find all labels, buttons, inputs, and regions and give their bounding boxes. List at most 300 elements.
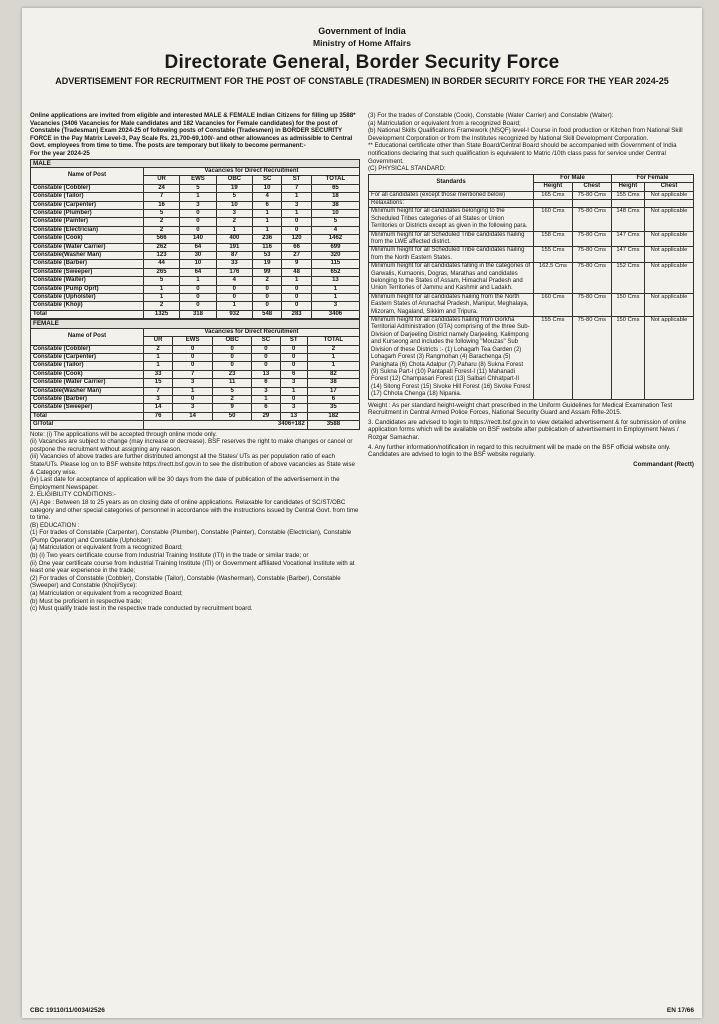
- std-value-cell: 152 Cms: [611, 263, 644, 294]
- male-post-cell: Constable(Washer Man): [31, 252, 144, 260]
- female-value-cell: 0: [173, 362, 213, 370]
- female-value-cell: 14: [144, 404, 173, 412]
- female-value-cell: 33: [144, 370, 173, 378]
- male-row: [31, 218, 360, 226]
- std-value-cell: 147 Cms: [611, 231, 644, 247]
- male-row: [31, 201, 360, 209]
- std-value-cell: 147 Cms: [611, 247, 644, 263]
- std-subhead: Chest: [644, 183, 693, 191]
- std-value-cell: 75-80 Cms: [572, 247, 611, 263]
- std-value-cell: 160 Cms: [534, 208, 573, 231]
- female-value-cell: 5: [213, 387, 252, 395]
- male-post-cell: Constable (Barber): [31, 260, 144, 268]
- signoff: Commandant (Rectt): [633, 460, 694, 468]
- male-value-cell: 1: [311, 285, 359, 293]
- right-note: 4. Any further information/notification in regard to this recruitment will be made on the BSF official website only. Candidates are advised to login to the BSF website regularly.: [368, 443, 671, 459]
- male-value-cell: 64: [180, 268, 217, 276]
- female-value-cell: 182: [307, 412, 359, 420]
- note-line: (A) Age : Between 18 to 25 years as on closing date of online applications. Relaxable for candidates of SC/ST/OBC category and other special categories of personnel in accordance with the instructions issued by Central Govt. from time to time.: [30, 498, 359, 522]
- male-value-cell: 3406: [311, 310, 359, 318]
- male-post-cell: Constable (Water Carrier): [31, 243, 144, 251]
- female-col-head: OBC: [213, 337, 252, 345]
- male-value-cell: 38: [311, 201, 359, 209]
- male-value-cell: 320: [311, 252, 359, 260]
- female-row: [31, 412, 360, 420]
- education-line: (3) For the trades of Constable (Cook), Constable (Water Carrier) and Constable (Waiter):: [368, 112, 614, 119]
- male-value-cell: 0: [216, 285, 252, 293]
- male-value-cell: 0: [282, 226, 312, 234]
- advert-heading: ADVERTISEMENT FOR RECRUITMENT FOR THE POST OF CONSTABLE (TRADESMEN) IN BORDER SECURITY FORCE FOR THE YEAR 2024-25: [55, 76, 669, 86]
- note-line: (iii) Vacancies of above trades are further distributed amongst all the States/ UTs as per population ratio of each State/UTs. Please log on to BSF website https://rectt.bsf.gov.in to see the distribution of above vacancies as State wise & Category wise.: [30, 453, 355, 476]
- male-head-vac: Vacancies for Direct Recruitment: [144, 167, 360, 175]
- female-value-cell: 1: [307, 362, 359, 370]
- female-post-cell: Total: [31, 412, 144, 420]
- note-line: (ii) One year certificate course from Industrial Training Institute (ITI) or Government affiliated Vocational Institute with at least one year experience in the trade;: [30, 559, 355, 575]
- female-col-head: ST: [280, 337, 307, 345]
- female-post-cell: Constable (Barber): [31, 395, 144, 403]
- gtotal-value: 3588: [307, 421, 359, 429]
- std-value-cell: [611, 199, 644, 207]
- std-value-cell: Not applicable: [644, 208, 693, 231]
- male-table: [30, 159, 360, 320]
- std-head-female: For Female: [611, 174, 693, 182]
- female-label: FEMALE: [31, 320, 360, 328]
- education-line: ** Educational certificate other than State Board/Central Board should be accompanied with Government of India notifications declaring that such qualification is equivalent to Matric /10th class pass for service under Central Government.: [368, 142, 677, 165]
- male-row: [31, 243, 360, 251]
- std-value-cell: Not applicable: [644, 247, 693, 263]
- female-value-cell: 50: [213, 412, 252, 420]
- std-value-cell: Not applicable: [644, 191, 693, 199]
- note-line: Note: (i) The applications will be accepted through online mode only.: [30, 430, 217, 438]
- male-post-cell: Constable (Plumber): [31, 210, 144, 218]
- female-value-cell: 6: [252, 404, 280, 412]
- female-row: [31, 379, 360, 387]
- right-note: Weight : As per standard height-weight chart prescribed in the Uniform Guidelines for Medical Examination Test Recruitment in Central Armed Police Forces, National Security Guard and Assam Rifle-2015.: [368, 401, 673, 417]
- male-value-cell: 30: [180, 252, 217, 260]
- female-value-cell: 3: [280, 404, 307, 412]
- std-desc-cell: Minimum height for all candidates hailing from the North Eastern States of Arunachal Pradesh, Manipur, Meghalaya, Mizoram, Nagaland, Sikkim and Tripura.: [369, 293, 534, 316]
- note-line: (1) For trades of Constable (Carpenter), Constable (Plumber), Constable (Painter), Constable (Electrician), Constable (Pump Operator) and Constable (Upholster):: [30, 529, 352, 544]
- male-value-cell: 87: [216, 252, 252, 260]
- male-value-cell: 176: [216, 268, 252, 276]
- male-value-cell: 24: [144, 184, 180, 192]
- male-value-cell: 3: [282, 201, 312, 209]
- female-row: [31, 345, 360, 353]
- male-value-cell: 0: [180, 210, 217, 218]
- female-value-cell: 0: [280, 395, 307, 403]
- intro-text: Online applications are invited from eligible and interested MALE & FEMALE Indian Citizens for filling up 3588* Vacancies (3406 Vacancies for Male candidates and 182 Vacancies for Female candidates) for the post of Constable (Tradesman) Exam 2024-25 of following posts of Constable (Tradesmen) in BORDER SECURITY FORCE in the Pay Matrix Level-3, Pay Scale Rs. 21,700-69,100/- and other allowances as admissible to Central Govt. employees from time to time. The posts are temporary but likely to become permanent:-: [30, 112, 356, 150]
- female-value-cell: 35: [307, 404, 359, 412]
- std-desc-cell: For all candidates (except those mentioned below): [369, 191, 534, 199]
- std-value-cell: 155 Cms: [611, 191, 644, 199]
- male-value-cell: 1: [252, 210, 282, 218]
- std-row: [369, 293, 694, 316]
- female-value-cell: 0: [213, 353, 252, 361]
- female-value-cell: 9: [213, 404, 252, 412]
- note-line: (2) For trades of Constable (Cobbler), Constable (Tailor), Constable (Washerman), Constable (Barber), Constable (Sweeper) and Constable (Khoji/Syce):: [30, 574, 341, 590]
- female-row: [31, 370, 360, 378]
- male-row: [31, 277, 360, 285]
- female-value-cell: 2: [213, 395, 252, 403]
- male-post-cell: Constable (Painter): [31, 218, 144, 226]
- male-row: [31, 235, 360, 243]
- male-row: [31, 268, 360, 276]
- education-line: (C) PHYSICAL STANDARD:: [368, 165, 446, 173]
- male-value-cell: 9: [282, 260, 312, 268]
- ministry: Ministry of Home Affairs: [313, 38, 411, 48]
- male-value-cell: 0: [282, 302, 312, 310]
- male-row: [31, 260, 360, 268]
- female-value-cell: 1: [144, 353, 173, 361]
- female-value-cell: 0: [252, 353, 280, 361]
- male-value-cell: 0: [180, 285, 217, 293]
- male-post-cell: Constable (Sweeper): [31, 268, 144, 276]
- female-post-cell: Constable (Cobbler): [31, 345, 144, 353]
- male-value-cell: 1: [180, 193, 217, 201]
- male-value-cell: 0: [180, 302, 217, 310]
- footer-en: EN 17/66: [666, 1007, 694, 1014]
- male-value-cell: 4: [252, 193, 282, 201]
- std-value-cell: 150 Cms: [611, 293, 644, 316]
- female-value-cell: 82: [307, 370, 359, 378]
- male-value-cell: 4: [216, 277, 252, 285]
- female-value-cell: 3: [173, 379, 213, 387]
- female-head-post: Name of Post: [31, 328, 144, 345]
- male-value-cell: 3: [216, 210, 252, 218]
- male-post-cell: Constable (Carpenter): [31, 201, 144, 209]
- male-post-cell: Constable (Cobbler): [31, 184, 144, 192]
- male-value-cell: 3: [180, 201, 217, 209]
- male-value-cell: 5: [144, 277, 180, 285]
- female-value-cell: 0: [213, 345, 252, 353]
- male-value-cell: 7: [144, 193, 180, 201]
- male-value-cell: 44: [144, 260, 180, 268]
- std-value-cell: 162.5 Cms: [534, 263, 573, 294]
- note-line: (B) EDUCATION :: [30, 521, 80, 529]
- female-value-cell: 1: [173, 387, 213, 395]
- note-line: (iv) Last date for acceptance of application will be 30 days from the date of publication of the advertisement in the Employment Newspaper.: [30, 476, 340, 491]
- male-value-cell: 19: [252, 260, 282, 268]
- male-head-post: Name of Post: [31, 167, 144, 184]
- female-table: [30, 319, 360, 429]
- male-value-cell: 64: [180, 243, 217, 251]
- std-value-cell: [534, 199, 573, 207]
- physical-standard-table: [368, 174, 694, 400]
- female-value-cell: 3: [173, 404, 213, 412]
- male-value-cell: 191: [216, 243, 252, 251]
- male-value-cell: 1: [252, 226, 282, 234]
- male-value-cell: 1: [311, 294, 359, 302]
- std-row: [369, 247, 694, 263]
- male-value-cell: 1325: [144, 310, 180, 318]
- male-value-cell: 236: [252, 235, 282, 243]
- std-value-cell: 148 Cms: [611, 208, 644, 231]
- female-value-cell: 7: [144, 387, 173, 395]
- male-value-cell: 120: [282, 235, 312, 243]
- female-value-cell: 0: [280, 345, 307, 353]
- male-value-cell: 140: [180, 235, 217, 243]
- std-row: [369, 208, 694, 231]
- male-value-cell: 5: [144, 210, 180, 218]
- std-head: Standards: [369, 174, 534, 191]
- std-row: [369, 191, 694, 199]
- female-post-cell: Constable (Sweeper): [31, 404, 144, 412]
- std-subhead: Chest: [572, 183, 611, 191]
- male-value-cell: 116: [252, 243, 282, 251]
- male-value-cell: 1: [282, 210, 312, 218]
- male-value-cell: 1: [144, 285, 180, 293]
- male-value-cell: 16: [144, 201, 180, 209]
- male-value-cell: 3: [311, 302, 359, 310]
- female-col-head: EWS: [173, 337, 213, 345]
- left-column: [30, 112, 360, 613]
- std-desc-cell: Minimum height for all candidates falling in the categories of Garwalis, Kumaonis, Dogras, Marathas and candidates belonging to the States of Assam, Himachal Pradesh and Union Territories of Jammu and Kashmir and Ladakh.: [369, 263, 534, 294]
- male-value-cell: 0: [282, 285, 312, 293]
- male-row: [31, 252, 360, 260]
- female-value-cell: 0: [173, 395, 213, 403]
- male-value-cell: 66: [282, 243, 312, 251]
- female-value-cell: 3: [252, 387, 280, 395]
- male-value-cell: 10: [311, 210, 359, 218]
- female-row: [31, 362, 360, 370]
- female-value-cell: 0: [280, 362, 307, 370]
- std-value-cell: Not applicable: [644, 317, 693, 399]
- std-value-cell: 75-80 Cms: [572, 263, 611, 294]
- male-value-cell: 33: [216, 260, 252, 268]
- female-col-head: UR: [144, 337, 173, 345]
- male-row: [31, 285, 360, 293]
- male-value-cell: 123: [144, 252, 180, 260]
- male-value-cell: 400: [216, 235, 252, 243]
- male-value-cell: 1: [216, 302, 252, 310]
- std-value-cell: 160 Cms: [534, 293, 573, 316]
- male-post-cell: Constable (Pump Oprt): [31, 285, 144, 293]
- female-value-cell: 13: [280, 412, 307, 420]
- std-subhead: Height: [611, 183, 644, 191]
- male-value-cell: 10: [252, 184, 282, 192]
- female-value-cell: 38: [307, 379, 359, 387]
- male-value-cell: 2: [144, 226, 180, 234]
- male-value-cell: 4: [311, 226, 359, 234]
- female-value-cell: 6: [307, 395, 359, 403]
- male-value-cell: 1: [216, 226, 252, 234]
- education-line: (a) Matriculation or equivalent from a recognized Board;: [368, 119, 521, 127]
- footer-code: CBC 19110/11/0034/2526: [30, 1007, 105, 1014]
- male-value-cell: 0: [180, 218, 217, 226]
- std-value-cell: [644, 199, 693, 207]
- male-row: [31, 294, 360, 302]
- male-value-cell: 18: [311, 193, 359, 201]
- male-value-cell: 262: [144, 243, 180, 251]
- female-value-cell: 76: [144, 412, 173, 420]
- male-post-cell: Constable (Upholster): [31, 294, 144, 302]
- male-value-cell: 7: [282, 184, 312, 192]
- std-subhead: Height: [534, 183, 573, 191]
- female-post-cell: Constable (Water Carrier): [31, 379, 144, 387]
- female-post-cell: Constable (Cook): [31, 370, 144, 378]
- male-label: MALE: [31, 159, 360, 167]
- male-value-cell: 566: [144, 235, 180, 243]
- male-value-cell: 99: [252, 268, 282, 276]
- std-value-cell: 75-80 Cms: [572, 231, 611, 247]
- male-value-cell: 0: [282, 294, 312, 302]
- weight-and-notes: [368, 402, 694, 459]
- right-note: 3. Candidates are advised to login to https://rectt.bsf.gov.in to view detailed advertisement & for submission of online application forms which will be available on BSF website after publication of advertisement in Employment News / Rozgar Samachar.: [368, 418, 687, 441]
- male-value-cell: 10: [180, 260, 217, 268]
- std-head-male: For Male: [534, 174, 612, 182]
- female-value-cell: 1: [252, 395, 280, 403]
- std-row: [369, 263, 694, 294]
- male-value-cell: 2: [144, 302, 180, 310]
- male-value-cell: 27: [282, 252, 312, 260]
- std-value-cell: Not applicable: [644, 293, 693, 316]
- male-value-cell: 1: [282, 193, 312, 201]
- std-desc-cell: Minimum height for all candidates belonging to the Scheduled Tribes categories of all States or Union Territories or Districts except as given in the following para.: [369, 208, 534, 231]
- header: [22, 26, 702, 87]
- female-value-cell: 0: [173, 345, 213, 353]
- female-value-cell: 7: [173, 370, 213, 378]
- female-value-cell: 14: [173, 412, 213, 420]
- male-post-cell: Constable (Tailor): [31, 193, 144, 201]
- male-value-cell: 6: [252, 201, 282, 209]
- male-value-cell: 1: [180, 277, 217, 285]
- male-value-cell: 318: [180, 310, 217, 318]
- gtotal-mid: 3406+182: [144, 421, 308, 429]
- female-col-head: SC: [252, 337, 280, 345]
- male-col-head: OBC: [216, 176, 252, 184]
- male-value-cell: 0: [252, 302, 282, 310]
- male-value-cell: 115: [311, 260, 359, 268]
- male-value-cell: 1: [282, 277, 312, 285]
- std-value-cell: 155 Cms: [534, 247, 573, 263]
- male-value-cell: 265: [144, 268, 180, 276]
- note-line: (c) Must qualify trade test in the respective trade conducted by recruitment board.: [30, 605, 253, 613]
- female-row: [31, 353, 360, 361]
- male-row: [31, 226, 360, 234]
- female-value-cell: 29: [252, 412, 280, 420]
- female-value-cell: 1: [144, 362, 173, 370]
- male-row: [31, 302, 360, 310]
- male-value-cell: 0: [282, 218, 312, 226]
- male-value-cell: 2: [252, 277, 282, 285]
- gtotal-row: [31, 421, 360, 429]
- male-value-cell: 0: [252, 285, 282, 293]
- std-value-cell: Not applicable: [644, 263, 693, 294]
- male-value-cell: 19: [216, 184, 252, 192]
- notes: [30, 431, 360, 613]
- female-value-cell: 0: [213, 362, 252, 370]
- std-desc-cell: Minimum height for all Scheduled Tribe candidates hailing from the North Eastern States.: [369, 247, 534, 263]
- male-value-cell: 65: [311, 184, 359, 192]
- female-value-cell: 3: [144, 395, 173, 403]
- male-post-cell: Constable (Electrician): [31, 226, 144, 234]
- male-value-cell: 1462: [311, 235, 359, 243]
- female-row: [31, 395, 360, 403]
- male-value-cell: 652: [311, 268, 359, 276]
- female-row: [31, 387, 360, 395]
- std-value-cell: 158 Cms: [534, 231, 573, 247]
- female-value-cell: 0: [252, 362, 280, 370]
- std-value-cell: 155 Cms: [534, 317, 573, 399]
- female-value-cell: 1: [307, 353, 359, 361]
- male-col-head: ST: [282, 176, 312, 184]
- female-value-cell: 3: [280, 379, 307, 387]
- male-value-cell: 48: [282, 268, 312, 276]
- male-value-cell: 283: [282, 310, 312, 318]
- std-desc-cell: Relaxations:: [369, 199, 534, 207]
- gov-of-india: Government of India: [318, 26, 406, 36]
- male-value-cell: 10: [216, 201, 252, 209]
- female-value-cell: 17: [307, 387, 359, 395]
- male-value-cell: 548: [252, 310, 282, 318]
- male-col-head: SC: [252, 176, 282, 184]
- male-row: [31, 193, 360, 201]
- male-value-cell: 5: [180, 184, 217, 192]
- male-row: [31, 210, 360, 218]
- female-post-cell: Constable (Carpenter): [31, 353, 144, 361]
- note-line: (ii) Vacancies are subject to change (may increase or decrease). BSF reserves the right to make changes or cancel or postpone the recruitment without assigning any reason.: [30, 438, 353, 453]
- std-desc-cell: Minimum height for all Scheduled Tribe candidates hailing from the LWE affected district.: [369, 231, 534, 247]
- female-col-head: TOTAL: [307, 337, 359, 345]
- std-desc-cell: Minimum height for all candidates hailing from Gorkha Territorial Administration (GTA) comprising of the three Sub-Division of Darjeeling District namely Darjeeling, Kalimpong and Kurseong and includes the following "Mouzas" Sub Division of these Districts :- (1) Lohagarh Tea Garden (2) Lohagarh Forest (3) Rangmohan (4) Barachenga (5) Panighata (6) Chota Adalpur (7) Paharu (8) Sukna Forest (9) Sukna Part-I (10) Pantapati Forest-I (11) Mahanadi Forest (12) Champasari Forest (13) Salbari Chhatpart-II (14) Sitong Forest (15) Sivoke Hill Forest (16) Sivoke Forest (17) Chhota Chenga (18) Nipania.: [369, 317, 534, 399]
- std-value-cell: [572, 199, 611, 207]
- education-line: (b) National Skills Qualifications Framework (NSQF) level-I Course in food production or Kitchen from National Skill Development Corporation or from the Institutes recognized by National Skill Development Corporation.: [368, 127, 683, 142]
- male-post-cell: Constable (Khoji): [31, 302, 144, 310]
- female-value-cell: 2: [307, 345, 359, 353]
- female-value-cell: 6: [280, 370, 307, 378]
- female-value-cell: 2: [144, 345, 173, 353]
- female-post-cell: Constable (Tailor): [31, 362, 144, 370]
- std-value-cell: 75-80 Cms: [572, 191, 611, 199]
- male-value-cell: 0: [180, 226, 217, 234]
- std-row: [369, 317, 694, 399]
- female-value-cell: 15: [144, 379, 173, 387]
- male-row: [31, 184, 360, 192]
- male-row: [31, 310, 360, 318]
- male-col-head: UR: [144, 176, 180, 184]
- note-line: (a) Matriculation or equivalent from a recognized Board;: [30, 544, 183, 552]
- page-title: Directorate General, Border Security Force: [164, 52, 560, 73]
- female-head-vac: Vacancies for Direct Recruitment: [144, 328, 360, 336]
- std-row: [369, 231, 694, 247]
- male-value-cell: 0: [216, 294, 252, 302]
- male-col-head: EWS: [180, 176, 217, 184]
- male-col-head: TOTAL: [311, 176, 359, 184]
- male-value-cell: 699: [311, 243, 359, 251]
- female-value-cell: 23: [213, 370, 252, 378]
- male-post-cell: Total: [31, 310, 144, 318]
- male-value-cell: 0: [252, 294, 282, 302]
- female-value-cell: 0: [280, 353, 307, 361]
- female-value-cell: 1: [280, 387, 307, 395]
- std-row: [369, 199, 694, 207]
- note-line: (a) Matriculation or equivalent from a recognized Board;: [30, 590, 183, 598]
- female-row: [31, 404, 360, 412]
- education-cont: [368, 112, 694, 173]
- advertisement-page: [22, 8, 702, 1018]
- female-value-cell: 6: [252, 379, 280, 387]
- male-value-cell: 5: [311, 218, 359, 226]
- note-line: (b) (i) Two years certificate course from Industrial Training Institute (ITI) in the trade or similar trade; or: [30, 552, 309, 560]
- year-line: For the year 2024-25: [30, 149, 90, 157]
- male-value-cell: 2: [144, 218, 180, 226]
- female-value-cell: 0: [173, 353, 213, 361]
- male-value-cell: 2: [216, 218, 252, 226]
- right-column: [368, 112, 694, 468]
- male-value-cell: 53: [252, 252, 282, 260]
- std-value-cell: 165 Cms: [534, 191, 573, 199]
- male-value-cell: 1: [144, 294, 180, 302]
